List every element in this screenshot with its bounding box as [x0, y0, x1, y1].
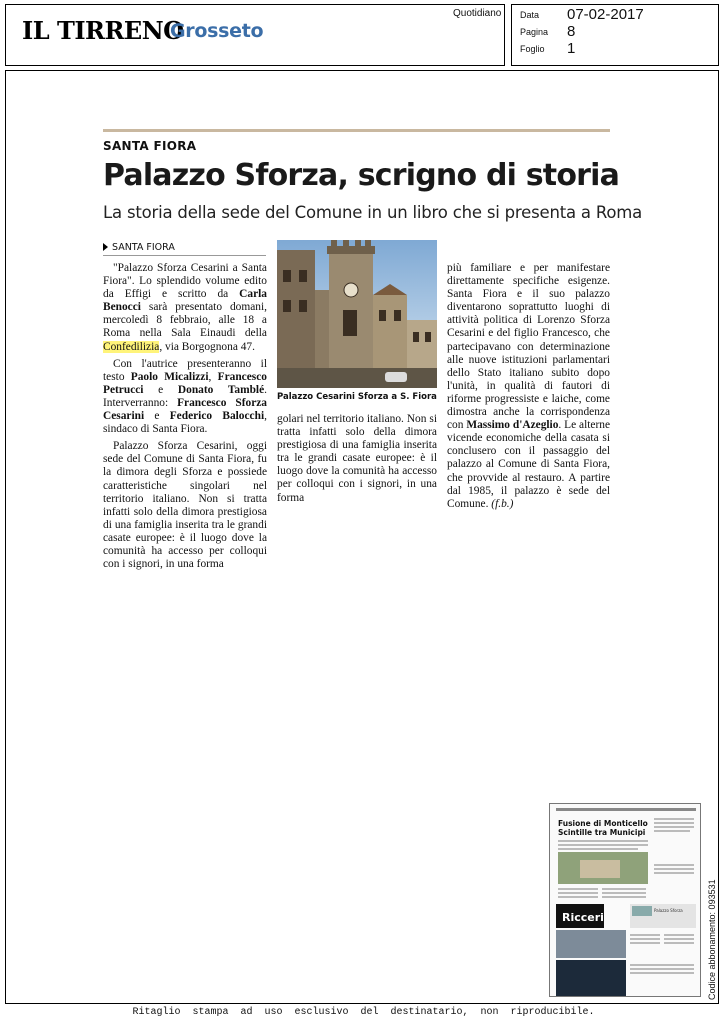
- p2-text-d: . Interverranno:: [103, 383, 267, 409]
- article-kicker: SANTA FIORA: [103, 139, 197, 153]
- highlighted-term: Confedilizia: [103, 340, 160, 353]
- newspaper-logo: IL TIRRENO: [22, 16, 184, 45]
- column-1: [103, 262, 267, 575]
- p1-text-a: "Palazzo Sforza Cesarini a Santa Fiora". Lo splendido volume edito da Effigi e scritto da: [103, 262, 267, 301]
- triangle-icon: [103, 243, 108, 251]
- column-3: [447, 262, 610, 515]
- sheet-label: Foglio: [520, 44, 545, 54]
- svg-text:Palazzo Sforza: Palazzo Sforza: [654, 908, 683, 913]
- thumbnail-ad-text: Ricceri: [562, 911, 604, 924]
- thumbnail-image: [550, 804, 701, 997]
- page-label: Pagina: [520, 27, 549, 37]
- p2-text-f: , sindaco di Santa Fiora.: [103, 410, 267, 436]
- column-2: [277, 413, 437, 509]
- thumbnail-headline-2: Scintille tra Municipi: [558, 828, 646, 837]
- page-value: 8: [567, 23, 576, 40]
- p2-text-c: e: [143, 383, 178, 396]
- publication-type: Quotidiano: [453, 8, 502, 19]
- historical-name: Massimo d'Azeglio: [466, 419, 559, 432]
- p2-text-b: ,: [208, 370, 218, 383]
- article-photo: [277, 240, 437, 388]
- paragraph-2: [103, 358, 267, 437]
- article-title: Palazzo Sforza, scrigno di storia: [103, 158, 620, 193]
- dateline-text: SANTA FIORA: [112, 242, 175, 253]
- palazzo-photo-image: [277, 240, 437, 388]
- photo-caption: Palazzo Cesarini Sforza a S. Fiora: [277, 392, 437, 402]
- p3-text: Palazzo Sforza Cesarini, oggi sede del Comune di Santa Fiora, fu la dimora degli Sforza e possiede caratteristiche singolari nel territorio italiano. Non si tratta infatti solo della dimora prestigiosa di una famiglia inserita tra le grandi casate europee: è il luogo dove la comunità ha accesso per colloqui con i signori, in una forma: [103, 440, 267, 571]
- p1-text-c: , via Borgognona 47.: [159, 340, 255, 353]
- footer-notice: Ritaglio stampa ad uso esclusivo del destinatario, non riproducibile.: [132, 1007, 595, 1018]
- dateline: [103, 242, 175, 253]
- p1-text-b: sarà presentato domani, mercoledì 8 febbraio, alle 18 a Roma nella Sala Einaudi della: [103, 301, 267, 340]
- p2-text-e: e: [144, 410, 170, 423]
- paragraph-3-continued: golari nel territorio italiano. Non si tratta infatti solo della dimora prestigiosa di una famiglia inserita tra le grandi casate europee: è il luogo dove la comunità ha accesso per colloqui con i signori, in una forma: [277, 413, 437, 504]
- p3-continued-text: più familiare e per manifestare direttamente specifiche esigenze. Santa Fiora e il suo palazzo diventarono soprattutto luoghi di attività politica di Lorenzo Sforza Cesarini e del figlio Francesco, che partecipavano con determinazione alle nuove istituzioni parlamentari dello Stato italiano subito dopo l'unità, in qualità di fautori di riforme progressiste e laiche, come dimostra anche la corrispondenza con: [447, 262, 610, 432]
- subscription-code: Codice abbonamento: 093531: [707, 879, 717, 1000]
- header-rule: [103, 129, 610, 132]
- author-name: Carla Benocci: [103, 288, 267, 314]
- article-signature: (f.b.): [491, 497, 514, 510]
- thumbnail-headline-1: Fusione di Monticello: [558, 819, 648, 828]
- article-subtitle: La storia della sede del Comune in un libro che si presenta a Roma: [103, 203, 643, 222]
- p2-text-a: Con l'autrice presenteranno il testo: [103, 357, 267, 383]
- speaker-name-2: Francesco Petrucci: [103, 370, 267, 396]
- date-value: 07-02-2017: [567, 6, 644, 23]
- speaker-name-4: Francesco Sforza Cesarini: [103, 396, 267, 423]
- speaker-name-3: Donato Tamblé: [177, 383, 265, 396]
- edition-name: Grosseto: [170, 20, 264, 42]
- paragraph-1: [103, 262, 267, 354]
- paragraph-4: [447, 262, 610, 511]
- page-thumbnail: [549, 803, 701, 997]
- sheet-value: 1: [567, 40, 576, 57]
- date-label: Data: [520, 10, 540, 20]
- p3-end-text: . Le alterne vicende economiche della casata si conclusero con il passaggio del palazzo al Comune di Santa Fiora, che provvide al restauro. A partire dal 1985, il palazzo è sede del Comune.: [447, 419, 611, 510]
- speaker-name-1: Paolo Micalizzi: [130, 370, 209, 383]
- speaker-name-5: Federico Balocchi: [169, 410, 265, 423]
- paragraph-3: [103, 440, 267, 571]
